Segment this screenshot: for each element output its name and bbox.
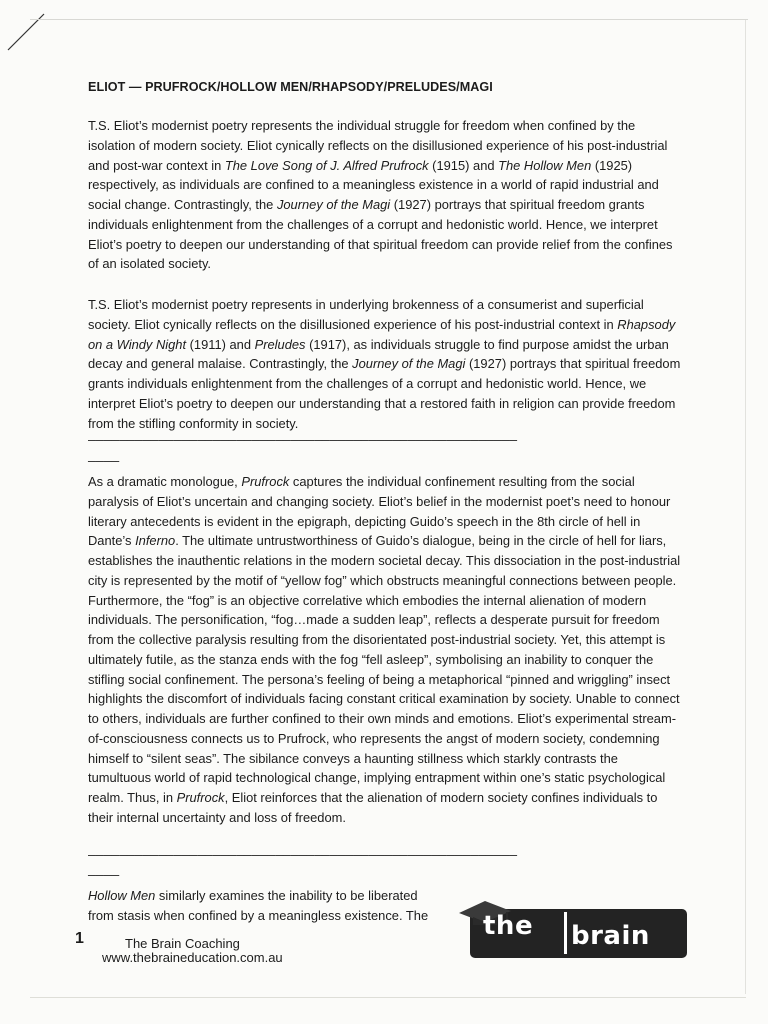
text-run: . The ultimate untrustworthiness of Guido’s dialogue, being in the circle of hell for liars, establishes the inauthentic relations in the modern societal decay. This dissociation in the post-industrial city is represented by the motif of “yellow fog” which obstructs meaningful connections between people. Furthermore, the “fog” is an objective correlative which embodies the internal alienation of modern individuals. The personification, “fog…made a sudden leap”, reflects a desperate pursuit for freedom from the collective paralysis resulting from the disorientated post-industrial society. Yet, this attempt is ultimately futile, as the stanza ends with the fog “fell asleep”, symbolising an inability to conquer the stifling social confinement. The persona’s feeling of being a metaphorical “pinned and wriggling” insect highlights the discomfort of individuals facing constant critical examination by society. Unable to connect to others, individuals are further confined to their own minds and emotions. Eliot’s experimental stream-of-consciousness connects us to Prufrock, who represents the angst of modern society, condemning himself to “silent seas”. The sibilance conveys a haunting stillness which starkly contrasts the tumultuous world of rapid technological change, implying entrapment within one’s static psychological realm. Thus, in <box>88 533 681 805</box>
italic-title: Prufrock <box>241 474 290 489</box>
logo-word-the: the <box>483 911 534 941</box>
italic-title: Hollow Men <box>88 888 156 903</box>
page-title: ELIOT — PRUFROCK/HOLLOW MEN/RHAPSODY/PRELUDES/MAGI <box>88 80 493 94</box>
text-run: (1925) respectively, as individuals are confined to a meaningless existence in a world of rapid industrial and social change. Contrastingly, the <box>88 157 659 212</box>
text-run: (1927) portrays that spiritual freedom grants individuals enlightenment from the challenges of a corrupt and hedonistic world. Hence, we interpret Eliot’s poetry to deepen our understanding of that spiritual freedom can provide relief from the confines of an isolated society. <box>88 197 673 272</box>
divider-line: ——————————————————————————————————————————————————————— <box>88 433 518 448</box>
text-run: (1927) portrays that spiritual freedom grants individuals enlightenment from the challenges of a corrupt and hedonistic world. Hence, we interpret Eliot’s poetry to deepen our understanding that a restored faith in religion can provide freedom from the stifling conformity in society. <box>88 356 681 431</box>
text-run: (1915) and <box>428 157 499 173</box>
text-run: T.S. Eliot’s modernist poetry represents in underlying brokenness of a consumerist and superficial society. Eliot cynically reflects on the disillusioned experience of his post-industrial context in <box>88 297 644 332</box>
italic-title: Journey of the Magi <box>276 197 391 212</box>
italic-title: Rhapsody on a Windy Night <box>88 316 676 352</box>
text-run: , Eliot reinforces that the alienation of modern society confines individuals to their internal uncertainty and loss of freedom. <box>88 790 658 825</box>
scan-edge-top <box>30 19 748 20</box>
scan-edge-bottom <box>30 997 746 998</box>
text-run: T.S. Eliot’s modernist poetry represents the individual struggle for freedom when confined by the isolation of modern society. Eliot cynically reflects on the disillusioned experience of his post-industrial and post-war context in <box>88 118 668 173</box>
footer-url: www.thebraineducation.com.au <box>102 950 283 965</box>
italic-title: Inferno <box>135 533 176 549</box>
text-run: As a dramatic monologue, <box>88 474 242 489</box>
text-run: (1917), as individuals struggle to find purpose amidst the urban decay and general malaise. Contrastingly, the <box>88 336 669 372</box>
scan-edge-right <box>745 20 746 994</box>
intro-paragraph-1 <box>88 116 682 274</box>
hollow-men-paragraph <box>88 886 433 926</box>
prufrock-paragraph <box>88 472 682 828</box>
divider-line: ——————————————————————————————————————————————————————— <box>88 848 518 863</box>
logo-word-brain: brain <box>571 921 650 951</box>
italic-title: The Hollow Men <box>498 157 592 173</box>
corner-fold-mark <box>0 0 60 60</box>
logo-divider-bar <box>564 912 567 954</box>
the-brain-logo <box>455 895 687 961</box>
divider-line-end: ———— <box>88 868 120 883</box>
divider-line-end: ———— <box>88 454 120 469</box>
italic-title: The Love Song of J. Alfred Prufrock <box>224 157 429 173</box>
page-number: 1 <box>75 930 84 947</box>
text-run: (1911) and <box>186 336 255 352</box>
italic-title: Journey of the Magi <box>352 356 466 372</box>
intro-paragraph-2 <box>88 295 682 433</box>
italic-title: Prufrock <box>176 790 225 805</box>
text-run: captures the individual confinement resulting from the social paralysis of Eliot’s uncertain and changing society. Eliot’s belief in the modernist poet’s need to honour literary antecedents is evident in the epigraph, depicting Guido’s speech in the 8th circle of hell in Dante’s <box>88 474 671 549</box>
footer-org-name: The Brain Coaching <box>125 936 240 951</box>
text-run: similarly examines the inability to be liberated from stasis when confined by a meaningless existence. The <box>88 888 429 923</box>
italic-title: Preludes <box>254 336 306 352</box>
